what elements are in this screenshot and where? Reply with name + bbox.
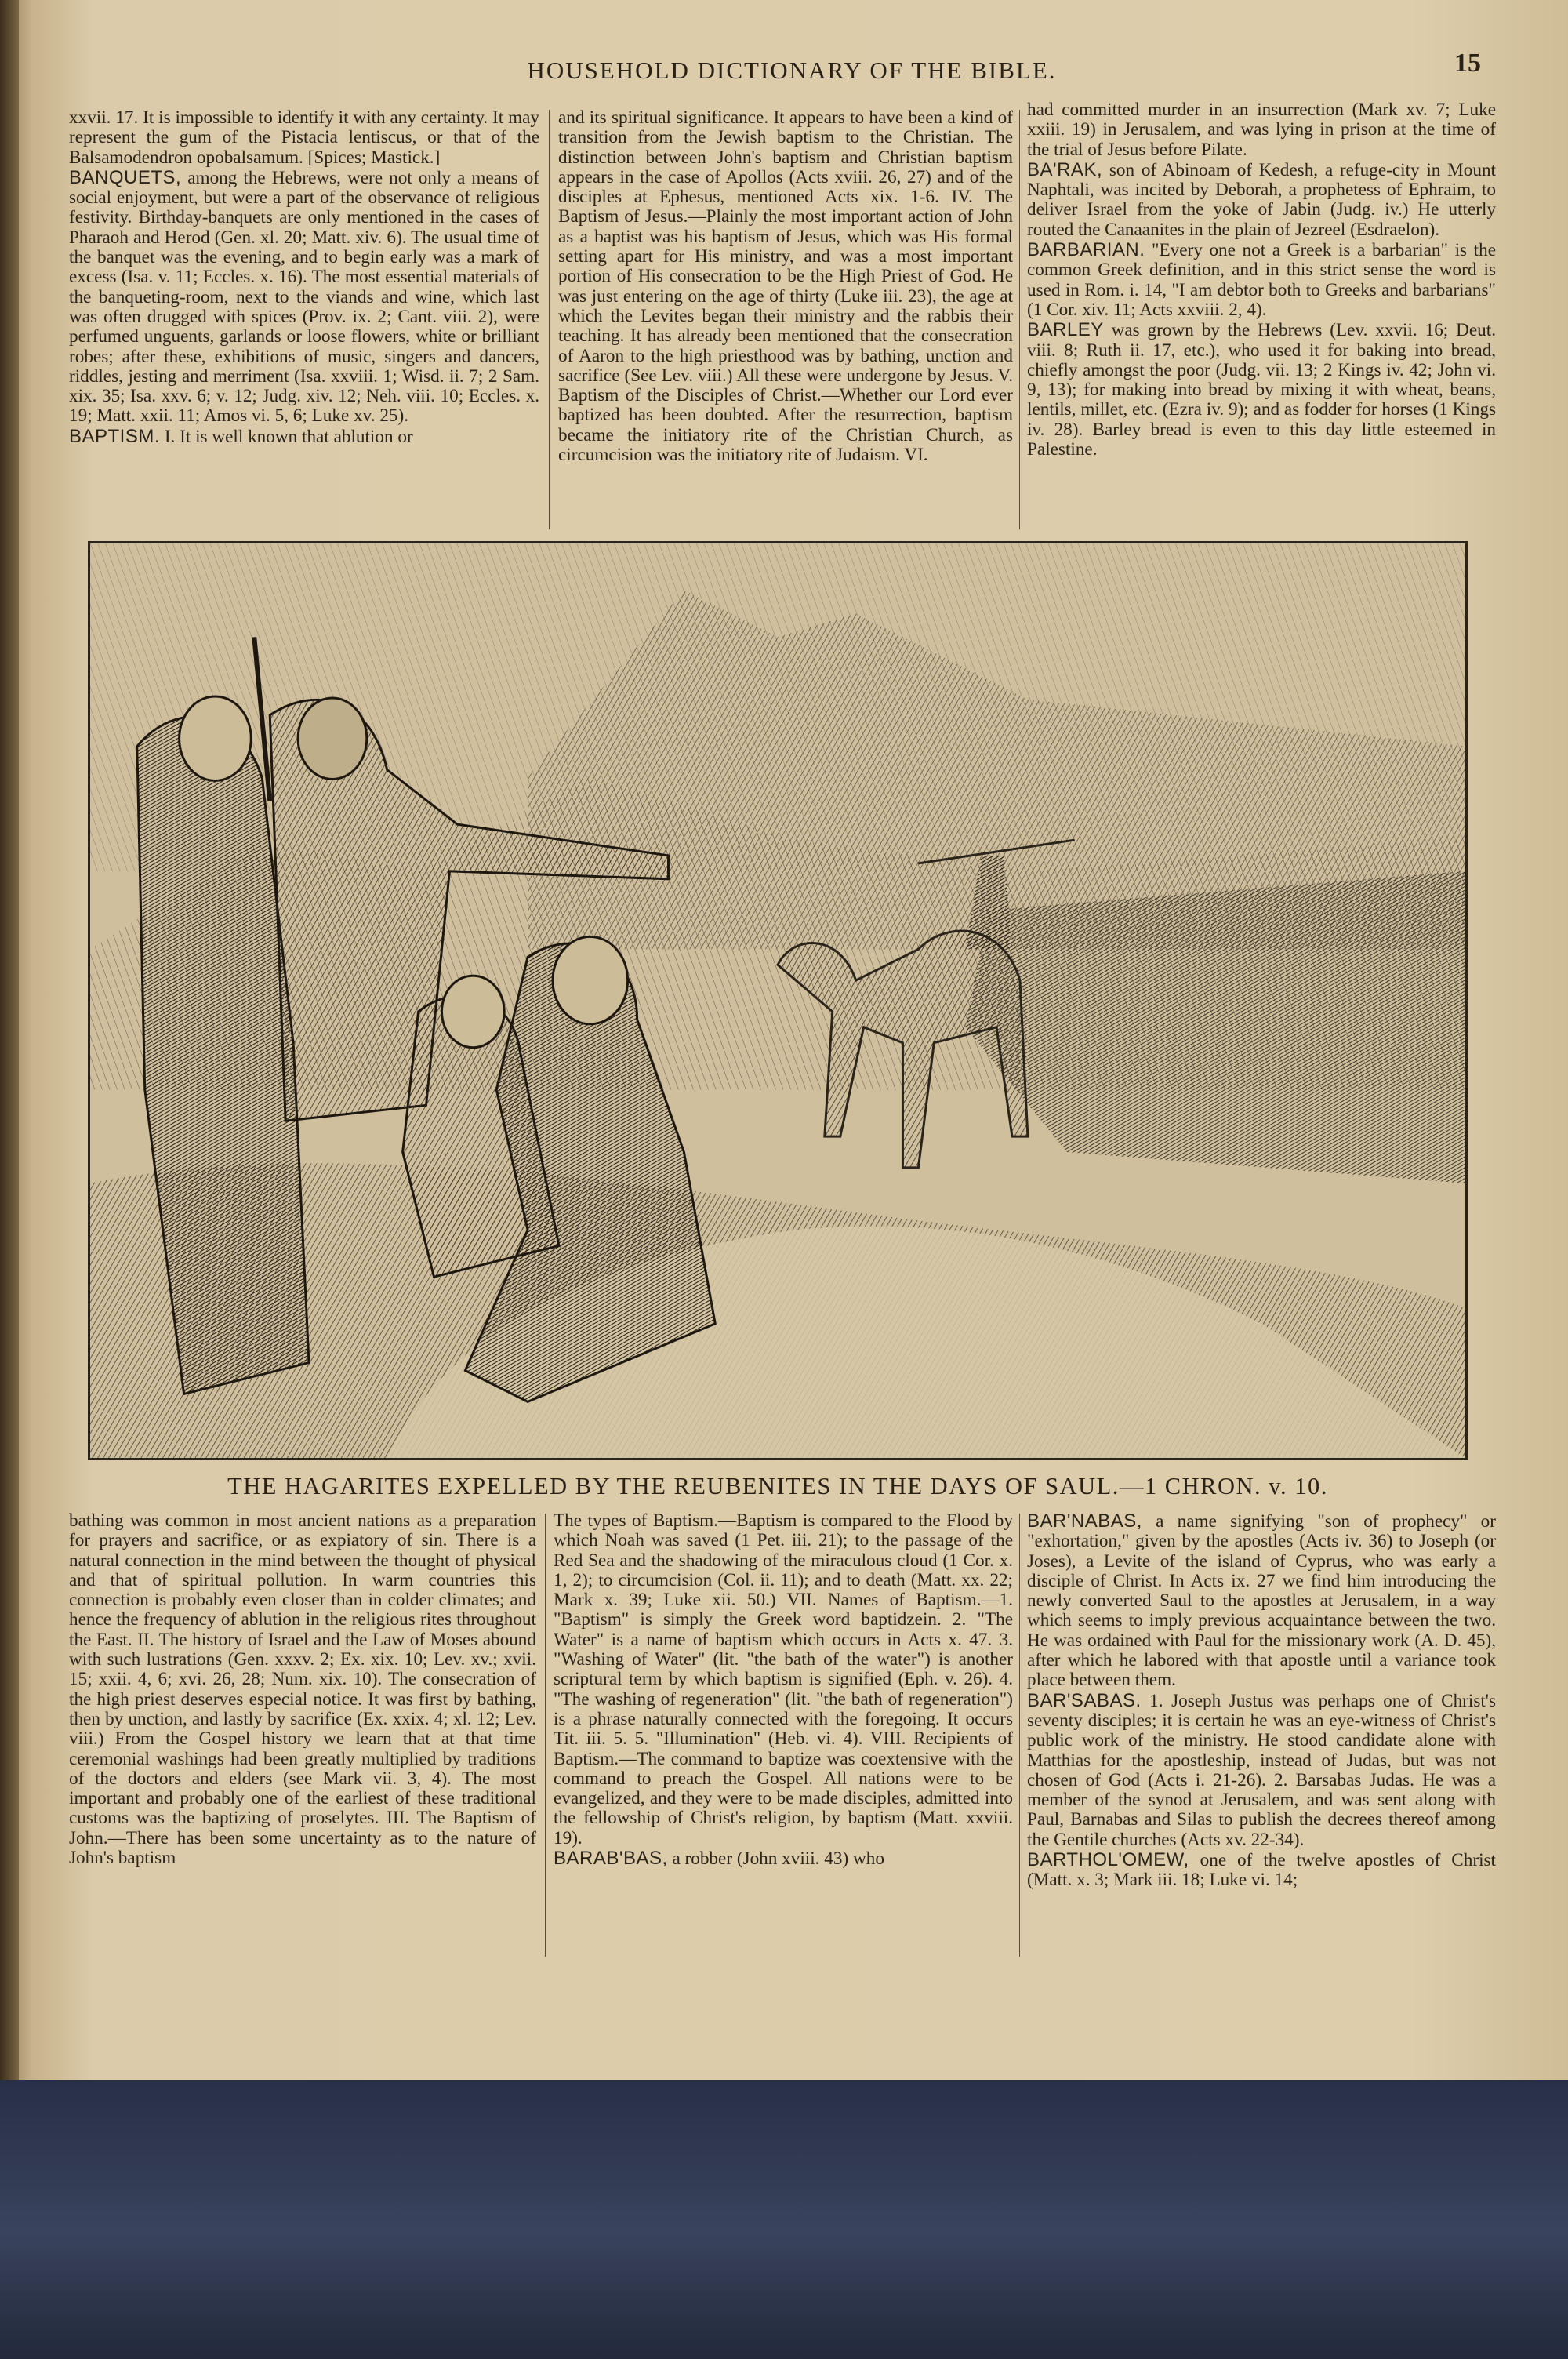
bottom-column-1 [69,1511,536,1958]
headword: BAR'SABAS. [1027,1689,1142,1711]
entry-text: had committed murder in an insurrection (Mark xv. 7; Luke xxiii. 19) in Jerusalem, and was lying in prison at the time of the trial of Jesus before Pilate. [1027,100,1496,160]
battle-scene-image [90,543,1465,1458]
headword: BARAB'BAS, [554,1848,668,1870]
entry-text: I. It is well known that ablution or [160,426,413,447]
entry-text: 1. Joseph Justus was perhaps one of Christ's seventy disciples; it is certain he was an eye-witness of Christ's public work of the ministry. He stood candidate alone with Matthias for the apostleship, instead of Judas, but was not chosen of God (Acts i. 21-26). 2. Barsabas Judas. He was a member of the synod at Jerusalem, and was sent along with Paul, Barnabas and Silas to publish the decrees thereof among the Gentile churches (Acts xv. 22-34). [1027,1690,1496,1850]
headword: BAR'NABAS, [1027,1511,1142,1532]
top-column-1 [69,108,539,532]
top-column-2 [558,108,1013,532]
entry-text: son of Abinoam of Kedesh, a refuge-city in Mount Naphtali, was incited by Deborah, a prophetess of Ephraim, to deliver Israel from the yoke of Jabin (Judg. iv.) He utterly routed the Canaanites in the plain of Jezreel (Esdraelon). [1027,159,1496,240]
background-surface [0,2080,1568,2359]
headword: BARLEY [1027,319,1104,341]
entry-text: among the Hebrews, were not only a means of social enjoyment, but were a part of the observance of religious festivity. Birthday-banquets are only mentioned in the cases of Pharaoh and Herod (Gen. xl. 20; Matt. xiv. 6). The usual time of the banquet was the evening, and to begin early was a mark of excess (Isa. v. 11; Eccles. x. 16). The most essential materials of the banqueting-room, next to the viands and wine, which last was often drugged with spices (Prov. ix. 2; Cant. viii. 2), were perfumed unguents, garlands or loose flowers, white or brilliant robes; after these, exhibitions of music, singers and dancers, riddles, jesting and merriment (Isa. xxviii. 1; Wisd. ii. 7; 2 Sam. xix. 35; Isa. xxv. 6; v. 12; Judg. xiv. 12; Neh. viii. 10; Eccles. x. 19; Matt. xxii. 11; Amos vi. 5, 6; Luke xv. 25). [69,167,539,427]
top-column-3 [1027,100,1496,532]
bottom-column-3 [1027,1511,1496,1958]
bottom-column-2 [554,1511,1013,1958]
entry-text: was grown by the Hebrews (Lev. xxvii. 16; Deut. viii. 8; Ruth ii. 17, etc.), who used it for baking into bread, chiefly amongst the poor (Judg. vii. 13; 2 Kings iv. 42; John vi. 9, 13); for making into bread by mixing it with wheat, beans, lentils, millet, etc. (Ezra iv. 9); and as fodder for horses (1 Kings iv. 28). Barley bread is even to this day little esteemed in Palestine. [1027,320,1496,460]
column-rule [1019,110,1020,529]
column-rule [549,110,550,529]
headword: BANQUETS, [69,166,182,188]
engraving-illustration [88,541,1468,1460]
entry-text: The types of Baptism.—Baptism is compared to the Flood by which Noah was saved (1 Pet. iii. 21); to the passage of the Red Sea and the shadowing of the miraculous cloud (1 Cor. x. 1, 2); to circumcision (Col. ii. 11); and to death (Matt. xx. 22; Mark x. 39; Luke xii. 50.) VII. Names of Baptism.—1. "Baptism" is simply the Greek word baptidzein. 2. "The Water" is a name of baptism which occurs in Acts x. 47. 3. "Washing of Water" (lit. "the bath of the water") is another scriptural term by which baptism is signified (Eph. v. 26). 4. "The washing of regeneration" (lit. "the bath of regeneration") is a phrase naturally connected with the foregoing. It occurs Tit. iii. 5. 5. "Illumination" (Heb. vi. 4). VIII. Recipients of Baptism.—The command to baptize was coextensive with the command to preach the Gospel. All nations were to be evangelized, and they were to be made disciples, admitted into the fellowship of Christ's religion, by baptism (Matt. xxviii. 19). [554,1511,1013,1848]
entry-text: one of the twelve apostles of Christ (Matt. x. 3; Mark iii. 18; Luke vi. 14; [1027,1850,1496,1891]
headword: BARBARIAN. [1027,239,1145,261]
column-rule [1019,1514,1020,1957]
entry-text: a name signifying "son of prophecy" or "exhortation," given by the apostles (Acts iv. 36) to Joseph (or Joses), a Levite of the island of Cyprus, who was early a disciple of Christ. In Acts ix. 27 we find him introducing the newly converted Saul to the apostles at Jerusalem, in a way which seems to imply previous acquaintance between the two. He was ordained with Paul for the missionary work (A. D. 45), after which he labored with that apostle until a variance took place between them. [1027,1511,1496,1691]
headword: BAPTISM. [69,425,161,447]
illustration-caption: THE HAGARITES EXPELLED BY THE REUBENITES IN THE DAYS OF SAUL.—1 CHRON. v. 10. [227,1473,1328,1499]
headword: BA'RAK, [1027,158,1103,180]
book-spine-shadow [0,0,19,2080]
entry-text: bathing was common in most ancient nations as a preparation for prayers and sacrifice, or as expiatory of sin. There is a natural connection in the mind between the thought of physical and that of spiritual pollution. In warm countries this connection is probably even closer than in colder climates; and hence the frequency of ablution in the religious rites throughout the East. II. The history of Israel and the Law of Moses abound with such lustrations (Gen. xxxv. 2; Ex. xix. 10; Lev. xv.; xvii. 15; xxii. 4, 6; xvi. 26, 28; Num. xix. 10). The consecration of the high priest deserves especial notice. It was first by bathing, then by unction, and lastly by sacrifice (Ex. xxix. 4; xl. 12; Lev. viii.) From the Gospel history we learn that at that time ceremonial washings had been greatly multiplied by traditions of the doctors and elders (see Mark vii. 3, 4). The most important and probably one of the earliest of these traditional customs was the baptizing of proselytes. III. The Baptism of John.—There has been some uncertainty as to the nature of John's baptism [69,1511,536,1869]
column-rule [545,1514,546,1957]
headword: BARTHOL'OMEW, [1027,1849,1189,1871]
running-head: HOUSEHOLD DICTIONARY OF THE BIBLE. [527,56,1057,84]
page-number: 15 [1454,49,1481,78]
entry-text: a robber (John xviii. 43) who [667,1848,884,1870]
entry-text: and its spiritual significance. It appears to have been a kind of transition from the Jewish baptism to the Christian. The distinction between John's baptism and Christian baptism appears in the case of Apollos (Acts xviii. 26, 27) and of the disciples at Ephesus, mentioned Acts xix. 1-6. IV. The Baptism of Jesus.—Plainly the most important action of John as a baptist was his baptism of Jesus, which was His formal setting apart for His ministry, and was a most important portion of His consecration to be the High Priest of God. He was just entering on the age of thirty (Luke iii. 23), the age at which the Levites began their ministry and the rabbis their teaching. It has already been mentioned that the consecration of Aaron to the high priesthood was by bathing, unction and sacrifice (See Lev. viii.) All these were undergone by Jesus. V. Baptism of the Disciples of Christ.—Whether our Lord ever baptized has been doubted. After the resurrection, baptism became the initiatory rite of the Christian Church, as circumcision was the initiatory rite of Judaism. VI. [558,108,1013,466]
entry-text: "Every one not a Greek is a barbarian" is the common Greek definition, and in this strict sense the word is used in Rom. i. 14, "I am debtor both to Greeks and barbarians" (1 Cor. xiv. 11; Acts xxviii. 2, 4). [1027,240,1496,320]
entry-text: xxvii. 17. It is impossible to identify it with any certainty. It may represent the gum of the Pistacia lentiscus, or that of the Balsamodendron opobalsamum. [Spices; Mastick.] [69,108,539,168]
